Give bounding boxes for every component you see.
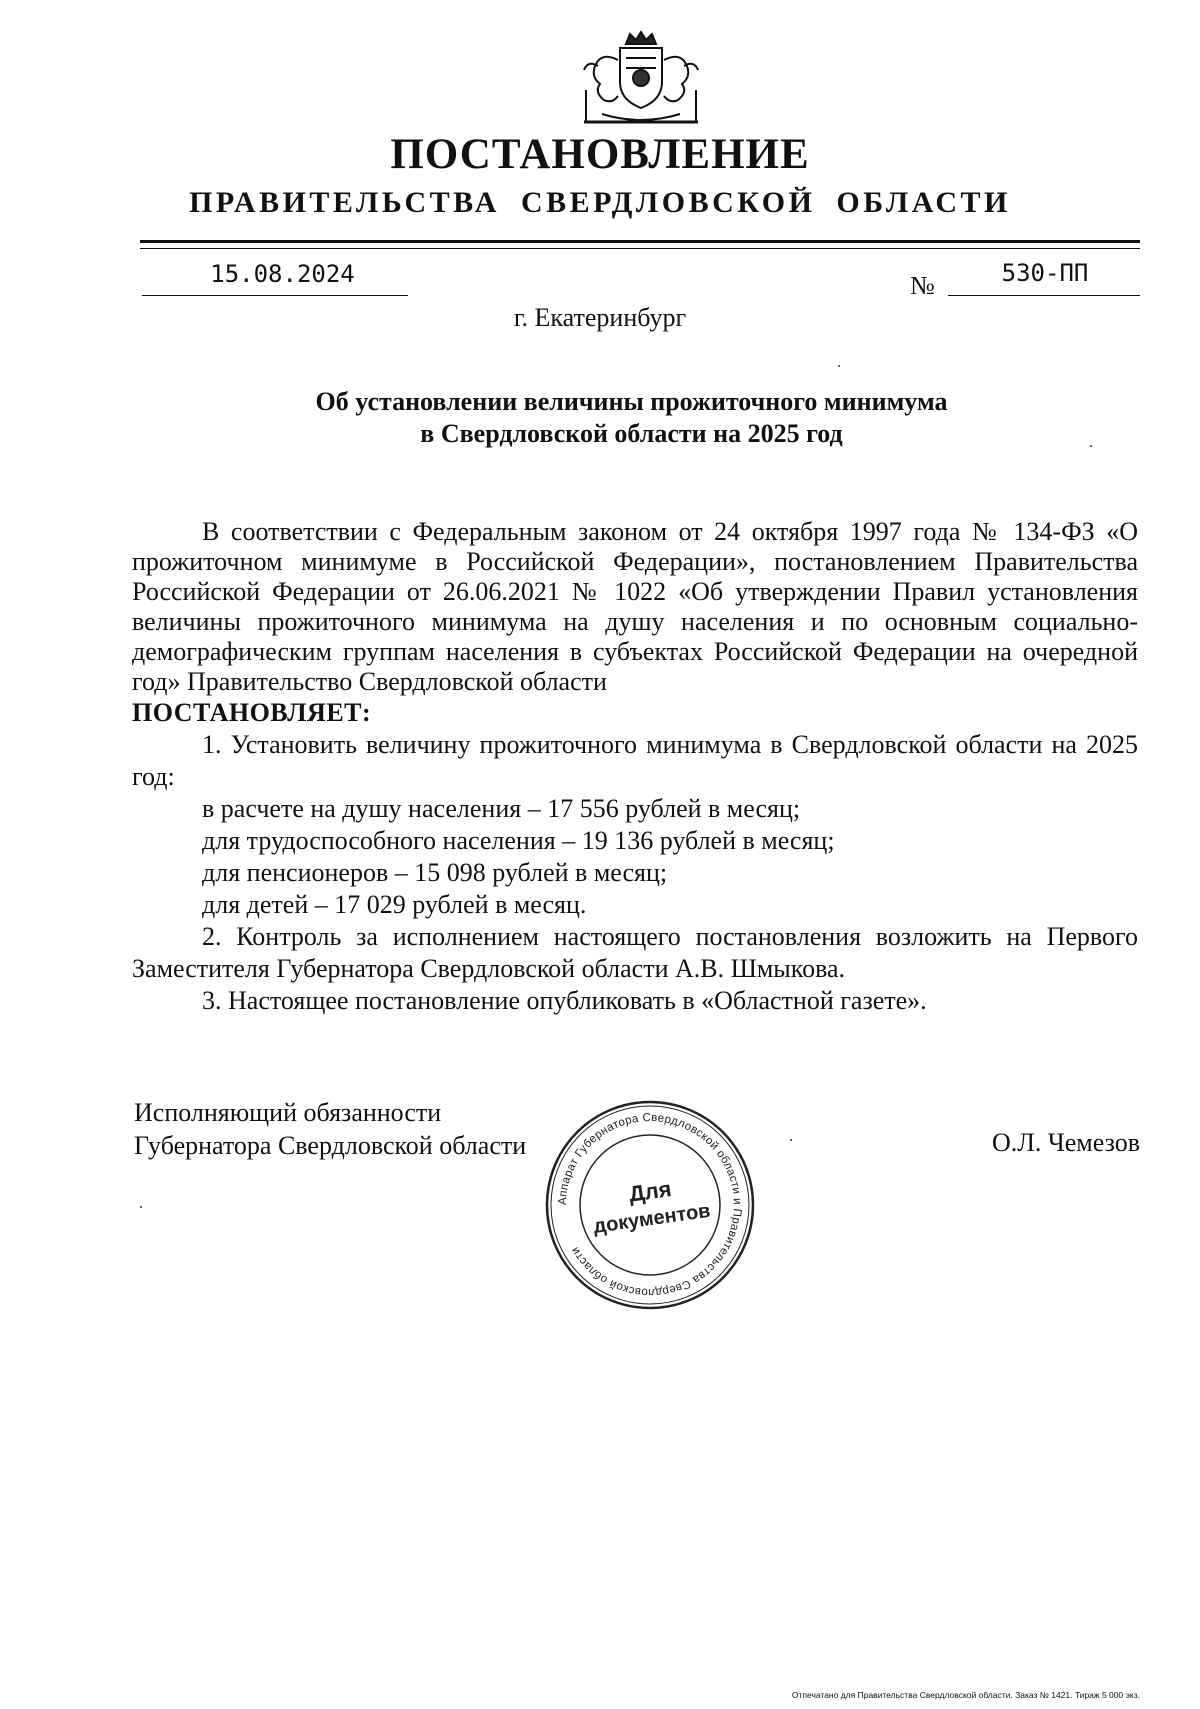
document-body	[132, 517, 1138, 1017]
svg-text:Аппарат Губернатора Свердловск	[557, 1112, 743, 1298]
preamble-paragraph: В соответствии с Федеральным законом от 24 октября 1997 года № 134-ФЗ «О прожиточном минимуме в Российской Федерации», постановлением Правительства Российской Федерации от 26.06.2021 № 1022 «Об утверждении Правил установления величины прожиточного минимума на душу населения и по основным социально-демографическим группам населения в субъектах Российской Федерации на очередной год» Правительство Свердловской области	[132, 517, 1138, 696]
official-stamp	[540, 1095, 760, 1315]
document-type-heading: ПОСТАНОВЛЕНИЕ	[390, 131, 810, 178]
decree-word: ПОСТАНОВЛЯЕТ:	[132, 698, 372, 727]
document-date: 15.08.2024	[210, 260, 355, 288]
signer-role	[134, 1096, 604, 1162]
document-number: 530-ПП	[1001, 259, 1089, 287]
title-line-2: в Свердловской области на 2025 год	[420, 419, 843, 448]
signer-role-line-2: Губернатора Свердловской области	[134, 1131, 527, 1160]
item-1-sub-3: для пенсионеров – 15 098 рублей в месяц;	[202, 858, 668, 887]
scan-speck	[140, 1206, 142, 1208]
scan-speck	[790, 1139, 792, 1141]
number-underline	[948, 295, 1140, 296]
item-1: 1. Установить величину прожиточного минимума в Свердловской области на 2025 год:	[132, 730, 1138, 791]
coat-of-arms-emblem	[574, 30, 708, 128]
stamp-center-line-1: Для	[627, 1176, 673, 1207]
scan-speck	[1090, 445, 1092, 447]
title-line-1: Об установлении величины прожиточного минимума	[315, 387, 948, 416]
scan-speck	[838, 365, 840, 367]
date-underline	[142, 295, 408, 296]
document-title	[0, 386, 1200, 450]
print-footer: Отпечатано для Правительства Свердловской области. Заказ № 1421. Тираж 5 000 экз.	[791, 1690, 1140, 1700]
item-2: 2. Контроль за исполнением настоящего постановления возложить на Первого Заместителя Губернатора Свердловской области А.В. Шмыкова.	[132, 922, 1138, 983]
issuer-heading: ПРАВИТЕЛЬСТВА СВЕРДЛОВСКОЙ ОБЛАСТИ	[189, 186, 1011, 219]
number-sign: №	[910, 271, 935, 300]
signer-role-line-1: Исполняющий обязанности	[134, 1098, 442, 1127]
item-1-sub-1: в расчете на душу населения – 17 556 рублей в месяц;	[202, 794, 801, 823]
item-1-sub-4: для детей – 17 029 рублей в месяц.	[202, 890, 587, 919]
item-1-sub-2: для трудоспособного населения – 19 136 рублей в месяц;	[202, 826, 835, 855]
stamp-ring-text: Аппарат Губернатора Свердловской области и Правительства Свердловской области	[556, 1111, 744, 1299]
item-3: 3. Настоящее постановление опубликовать в «Областной газете».	[202, 986, 927, 1015]
signer-name: О.Л. Чемезов	[991, 1128, 1140, 1157]
header-divider-thick	[140, 240, 1140, 243]
header-divider-thin	[140, 248, 1140, 249]
stamp-center-line-2: документов	[592, 1199, 712, 1238]
city-line: г. Екатеринбург	[513, 303, 687, 332]
